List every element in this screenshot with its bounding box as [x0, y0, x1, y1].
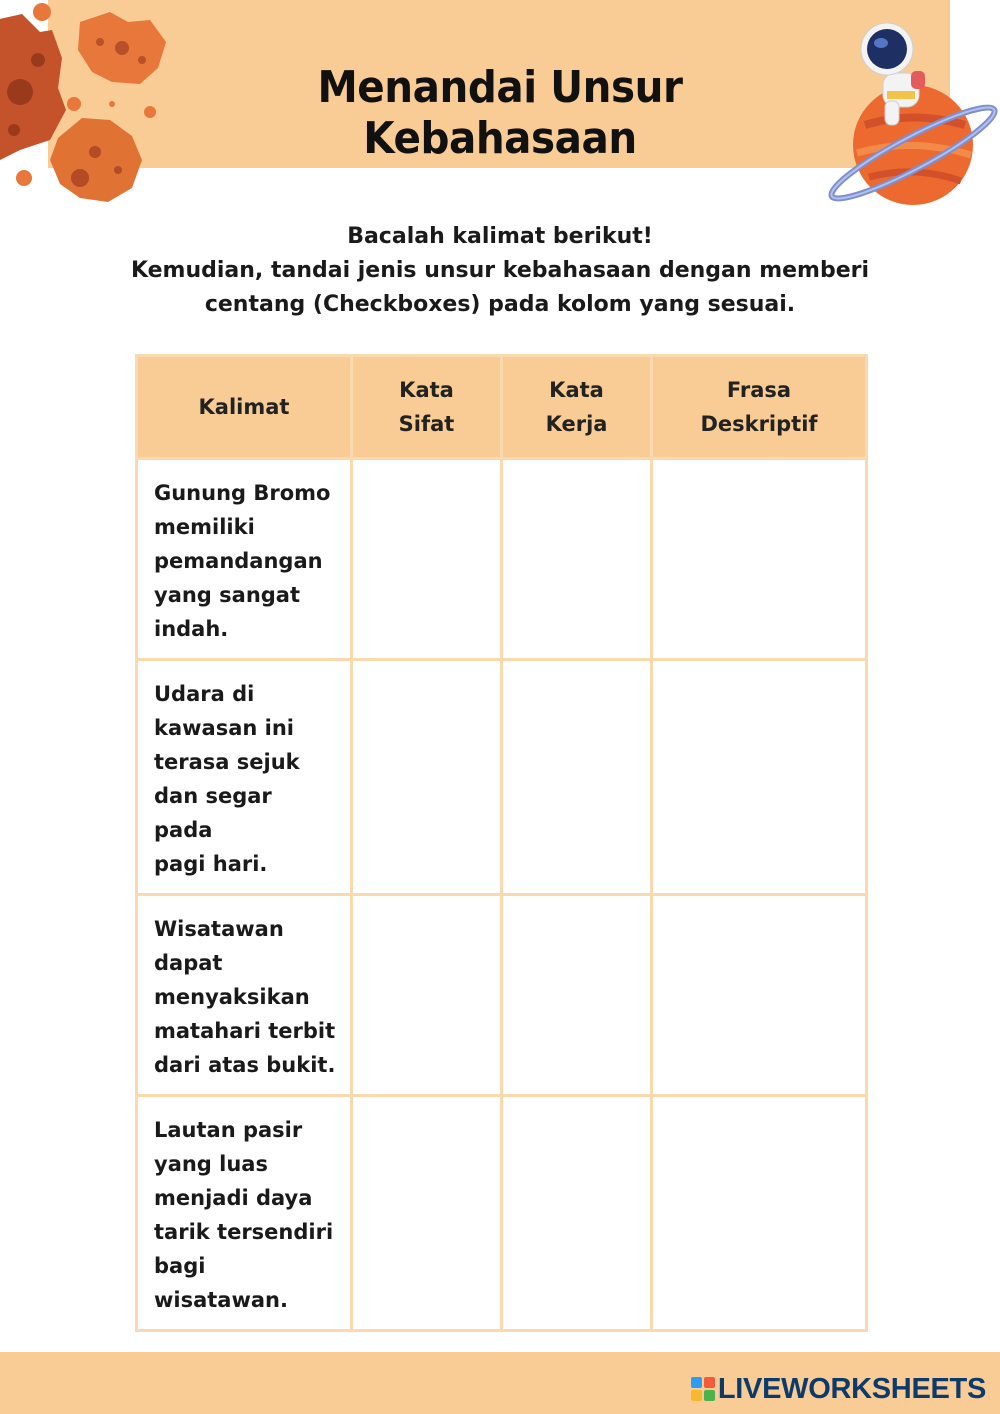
asteroids-illustration: [0, 0, 180, 215]
instruction-line: Kemudian, tandai jenis unsur kebahasaan dengan memberi: [130, 258, 870, 283]
checkbox-frasa-deskriptif[interactable]: [652, 895, 867, 1096]
table-row: [137, 660, 867, 895]
worksheet-table: [135, 354, 868, 1332]
sentence-cell: Lautan pasir yang luas menjadi daya tarik tersendiri bagi wisatawan.: [137, 1096, 352, 1331]
checkbox-kata-sifat[interactable]: [352, 459, 502, 660]
table-row: [137, 459, 867, 660]
checkbox-kata-sifat[interactable]: [352, 660, 502, 895]
table-row: [137, 1096, 867, 1331]
table-header-row: [137, 356, 867, 459]
page-title: Menandai Unsur Kebahasaan: [317, 62, 683, 164]
header-kata-sifat: Kata Sifat: [352, 356, 502, 459]
checkbox-kata-sifat[interactable]: [352, 1096, 502, 1331]
sentence-cell: Gunung Bromo memiliki pemandangan yang sangat indah.: [137, 459, 352, 660]
astronaut-planet-illustration: [825, 15, 1000, 210]
checkbox-kata-kerja[interactable]: [502, 1096, 652, 1331]
header-frasa-deskriptif: Frasa Deskriptif: [652, 356, 867, 459]
checkbox-kata-sifat[interactable]: [352, 895, 502, 1096]
asteroid-bottom: [50, 118, 142, 202]
checkbox-kata-kerja[interactable]: [502, 895, 652, 1096]
checkbox-kata-kerja[interactable]: [502, 459, 652, 660]
instruction-line: centang (Checkboxes) pada kolom yang sesuai.: [204, 292, 796, 317]
liveworksheets-logo[interactable]: [691, 1372, 986, 1406]
checkbox-frasa-deskriptif[interactable]: [652, 1096, 867, 1331]
brand-name: LIVEWORKSHEETS: [717, 1372, 986, 1405]
header-kata-kerja: Kata Kerja: [502, 356, 652, 459]
instructions: [100, 220, 900, 322]
checkbox-frasa-deskriptif[interactable]: [652, 459, 867, 660]
sentence-cell: Wisatawan dapat menyaksikan matahari terbit dari atas bukit.: [137, 895, 352, 1096]
liveworksheets-logo-icon: [691, 1377, 715, 1401]
table-row: [137, 895, 867, 1096]
sentence-cell: Udara di kawasan ini terasa sejuk dan segar pada pagi hari.: [137, 660, 352, 895]
header-kalimat: Kalimat: [137, 356, 352, 459]
checkbox-frasa-deskriptif[interactable]: [652, 660, 867, 895]
instruction-line: Bacalah kalimat berikut!: [347, 224, 653, 249]
checkbox-kata-kerja[interactable]: [502, 660, 652, 895]
